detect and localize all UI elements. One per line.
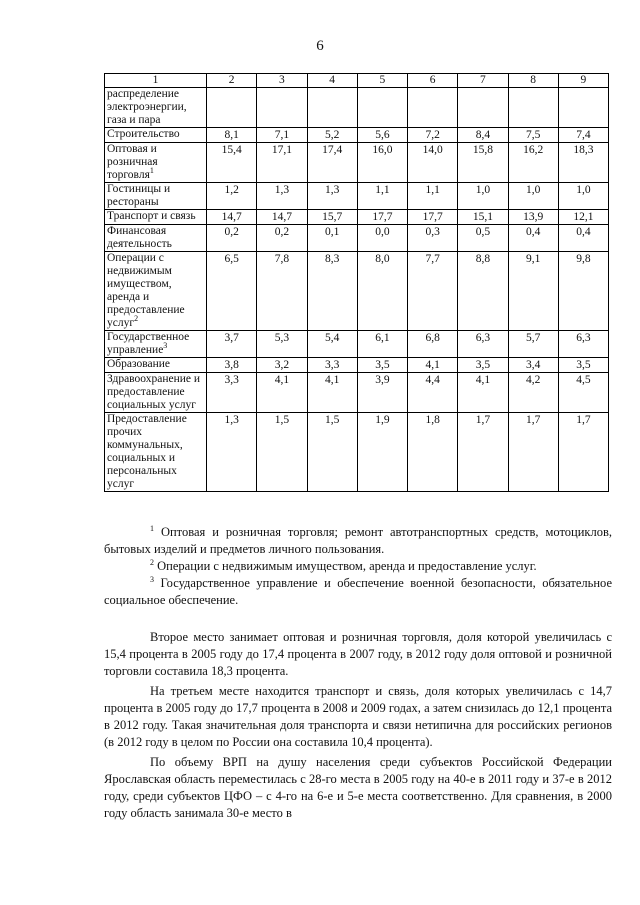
table-header-row <box>105 74 609 88</box>
table-row <box>105 373 609 413</box>
column-header: 6 <box>408 74 458 88</box>
table-cell: 7,4 <box>558 128 608 143</box>
table-row <box>105 331 609 358</box>
column-header: 8 <box>508 74 558 88</box>
table-cell: 13,9 <box>508 210 558 225</box>
table-cell: 3,5 <box>357 358 407 373</box>
table-row <box>105 252 609 331</box>
table-cell <box>307 88 357 128</box>
footnote-1 <box>104 524 612 558</box>
table-cell: 6,1 <box>357 331 407 358</box>
table-cell: 7,8 <box>257 252 307 331</box>
data-table <box>104 73 609 492</box>
table-cell: 14,7 <box>257 210 307 225</box>
footnote-mark: 3 <box>150 574 154 584</box>
table-cell: 0,0 <box>357 225 407 252</box>
table-cell: 4,1 <box>257 373 307 413</box>
table-cell: 5,2 <box>307 128 357 143</box>
table-cell: 0,3 <box>408 225 458 252</box>
table-cell: 1,8 <box>408 413 458 492</box>
row-label-text: Операции с недвижимым имуществом, аренда и предоставление услуг <box>107 252 185 329</box>
footnote-mark: 2 <box>150 557 154 567</box>
table-cell <box>558 88 608 128</box>
table-cell: 1,7 <box>508 413 558 492</box>
table-cell: 15,1 <box>458 210 508 225</box>
row-label <box>105 373 207 413</box>
table-cell: 6,8 <box>408 331 458 358</box>
table-cell: 4,4 <box>408 373 458 413</box>
column-header: 1 <box>105 74 207 88</box>
table-cell: 9,8 <box>558 252 608 331</box>
row-label-text: Предоставление прочих коммунальных, социальных и персональных услуг <box>107 413 187 490</box>
row-label-text: Транспорт и связь <box>107 210 196 222</box>
paragraph-2: На третьем месте находится транспорт и связь, доля которых увеличилась с 14,7 процента в 2005 году до 17,7 процента в 2008 и 2009 годах, а затем снизилась до 12,1 процента в 2012 году. Такая значительная доля транспорта и связи нетипична для российских регионов (в 2012 году в целом по России она составила 10,4 процента). <box>104 684 612 749</box>
footnote-ref: 2 <box>134 314 139 324</box>
row-label-text: Финансовая деятельность <box>107 225 172 250</box>
table-cell: 17,4 <box>307 143 357 183</box>
table-row <box>105 413 609 492</box>
paragraph-1: Второе место занимает оптовая и розничная торговля, доля которой увеличилась с 15,4 процента в 2005 году до 17,4 процента в 2007 году, в 2012 году доля оптовой и розничной торговли составила 18,3 процента. <box>104 630 612 678</box>
table-cell <box>408 88 458 128</box>
table-cell <box>207 88 257 128</box>
column-header: 5 <box>357 74 407 88</box>
table-cell: 15,4 <box>207 143 257 183</box>
row-label-text: Здравоохранение и предоставление социальных услуг <box>107 373 201 411</box>
table-cell: 0,2 <box>207 225 257 252</box>
table-cell: 7,2 <box>408 128 458 143</box>
table-cell: 3,5 <box>558 358 608 373</box>
row-label-text: Строительство <box>107 128 180 140</box>
footnote-3 <box>104 575 612 609</box>
table-cell: 9,1 <box>508 252 558 331</box>
table-cell: 14,7 <box>207 210 257 225</box>
table-cell: 1,5 <box>307 413 357 492</box>
table-cell <box>458 88 508 128</box>
row-label <box>105 413 207 492</box>
table-cell: 16,2 <box>508 143 558 183</box>
table-cell: 1,1 <box>408 183 458 210</box>
table-cell: 1,7 <box>558 413 608 492</box>
table-cell: 16,0 <box>357 143 407 183</box>
body-text <box>104 629 612 825</box>
table-cell: 3,7 <box>207 331 257 358</box>
row-label-text: Оптовая и розничная торговля <box>107 143 158 181</box>
table-cell: 3,9 <box>357 373 407 413</box>
table-cell: 1,0 <box>558 183 608 210</box>
footnote-mark: 1 <box>150 523 154 533</box>
table-cell: 1,2 <box>207 183 257 210</box>
table-cell: 1,7 <box>458 413 508 492</box>
row-label <box>105 88 207 128</box>
table-cell: 1,5 <box>257 413 307 492</box>
table-cell: 15,7 <box>307 210 357 225</box>
table-cell: 0,2 <box>257 225 307 252</box>
table-cell: 0,1 <box>307 225 357 252</box>
table-cell: 1,0 <box>508 183 558 210</box>
row-label <box>105 143 207 183</box>
table-row <box>105 143 609 183</box>
table-cell: 3,3 <box>307 358 357 373</box>
footnote-text: Операции с недвижимым имуществом, аренда и предоставление услуг. <box>157 559 537 573</box>
page-number: 6 <box>316 38 324 54</box>
table-row <box>105 183 609 210</box>
column-header: 4 <box>307 74 357 88</box>
table-cell: 1,3 <box>207 413 257 492</box>
table-cell: 4,5 <box>558 373 608 413</box>
footnote-ref: 1 <box>149 166 154 176</box>
table-cell: 14,0 <box>408 143 458 183</box>
row-label <box>105 183 207 210</box>
table-cell: 8,4 <box>458 128 508 143</box>
table-cell: 0,5 <box>458 225 508 252</box>
table-cell: 3,4 <box>508 358 558 373</box>
table-cell: 7,1 <box>257 128 307 143</box>
table-cell: 1,1 <box>357 183 407 210</box>
table-cell: 6,3 <box>458 331 508 358</box>
table-cell: 8,8 <box>458 252 508 331</box>
table-row <box>105 210 609 225</box>
column-header: 7 <box>458 74 508 88</box>
footnotes <box>104 524 612 609</box>
table-cell: 6,5 <box>207 252 257 331</box>
table-cell: 6,3 <box>558 331 608 358</box>
table-cell: 0,4 <box>508 225 558 252</box>
table-cell: 7,7 <box>408 252 458 331</box>
row-label <box>105 225 207 252</box>
table-cell: 5,7 <box>508 331 558 358</box>
table-cell: 0,4 <box>558 225 608 252</box>
column-header: 3 <box>257 74 307 88</box>
row-label <box>105 252 207 331</box>
footnote-2 <box>104 558 612 575</box>
table-cell: 18,3 <box>558 143 608 183</box>
table-cell <box>357 88 407 128</box>
table-row <box>105 128 609 143</box>
table-cell: 1,3 <box>257 183 307 210</box>
table-cell: 3,5 <box>458 358 508 373</box>
footnote-text: Государственное управление и обеспечение военной безопасности, обязательное социальное обеспечение. <box>104 576 613 607</box>
table-cell: 8,1 <box>207 128 257 143</box>
row-label-text: Государственное управление <box>107 331 190 356</box>
table-row <box>105 225 609 252</box>
table-cell: 1,9 <box>357 413 407 492</box>
table-cell: 4,1 <box>408 358 458 373</box>
paragraph-3: По объему ВРП на душу населения среди субъектов Российской Федерации Ярославская область переместилась с 28-го места в 2005 году на 40-е в 2011 году и 37-е в 2012 году, среди субъектов ЦФО – с 4-го на 6-е и 5-е места соответственно. Для сравнения, в 2000 году область занимала 30-е место в <box>104 755 612 820</box>
footnote-ref: 3 <box>163 341 168 351</box>
table-cell <box>257 88 307 128</box>
table-cell: 3,8 <box>207 358 257 373</box>
column-header: 9 <box>558 74 608 88</box>
table-cell: 17,1 <box>257 143 307 183</box>
row-label-text: распределение электроэнергии, газа и пара <box>107 88 187 126</box>
table-cell: 3,3 <box>207 373 257 413</box>
table-cell: 17,7 <box>408 210 458 225</box>
table-row <box>105 358 609 373</box>
table-row <box>105 88 609 128</box>
row-label <box>105 128 207 143</box>
table-cell: 4,1 <box>307 373 357 413</box>
table-cell: 5,4 <box>307 331 357 358</box>
table-cell: 1,3 <box>307 183 357 210</box>
table-cell: 3,2 <box>257 358 307 373</box>
table-cell <box>508 88 558 128</box>
footnote-text: Оптовая и розничная торговля; ремонт автотранспортных средств, мотоциклов, бытовых изделий и предметов личного пользования. <box>104 525 613 556</box>
table-cell: 7,5 <box>508 128 558 143</box>
row-label-text: Гостиницы и рестораны <box>107 183 171 208</box>
table-cell: 4,1 <box>458 373 508 413</box>
row-label <box>105 331 207 358</box>
table-cell: 4,2 <box>508 373 558 413</box>
column-header: 2 <box>207 74 257 88</box>
row-label <box>105 210 207 225</box>
table-cell: 17,7 <box>357 210 407 225</box>
table-body <box>105 88 609 492</box>
table-cell: 12,1 <box>558 210 608 225</box>
table-cell: 8,0 <box>357 252 407 331</box>
table-cell: 5,3 <box>257 331 307 358</box>
table-cell: 15,8 <box>458 143 508 183</box>
table-cell: 5,6 <box>357 128 407 143</box>
row-label-text: Образование <box>107 358 171 370</box>
row-label <box>105 358 207 373</box>
table-cell: 1,0 <box>458 183 508 210</box>
table-cell: 8,3 <box>307 252 357 331</box>
